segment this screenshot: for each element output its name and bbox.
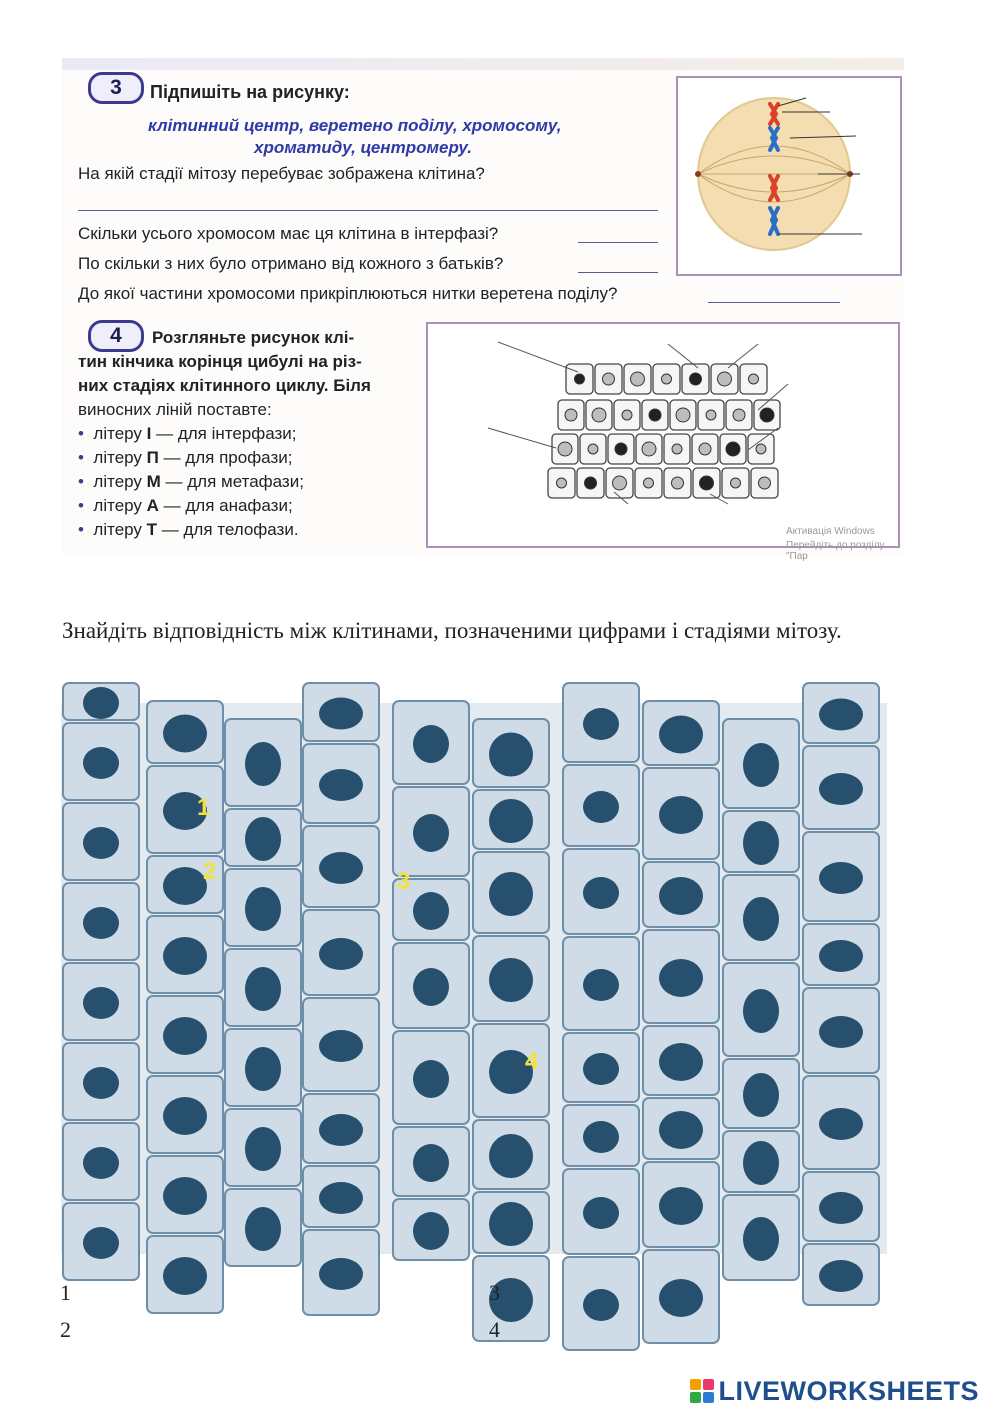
micro-nucleus	[319, 769, 363, 801]
micro-nucleus	[583, 1121, 619, 1153]
onion-cell-nucleus	[759, 477, 771, 489]
micro-nucleus	[163, 937, 207, 975]
micro-nucleus	[319, 698, 363, 730]
micro-nucleus	[413, 968, 449, 1006]
answer-slot-4[interactable]: 4	[489, 1317, 500, 1342]
micro-label-3: 3	[397, 868, 411, 895]
micro-nucleus	[659, 959, 703, 997]
micro-nucleus	[659, 1043, 703, 1081]
micro-label-4: 4	[525, 1048, 539, 1075]
micro-nucleus	[743, 743, 779, 787]
onion-cell-nucleus	[585, 477, 597, 489]
micro-nucleus	[245, 817, 281, 861]
micro-nucleus	[819, 1192, 863, 1224]
micro-nucleus	[819, 1108, 863, 1140]
micro-nucleus	[163, 1097, 207, 1135]
onion-cell-nucleus	[672, 477, 684, 489]
question-stage: На якій стадії мітозу перебуває зображена клітина?	[78, 164, 485, 183]
micro-nucleus	[245, 1047, 281, 1091]
letter-item-metaphase: • літеру М — для метафази;	[78, 472, 304, 491]
leader-line	[498, 342, 578, 372]
onion-cell-nucleus	[615, 443, 627, 455]
onion-root-cells-figure	[426, 322, 900, 562]
exercise-3-terms-line2: хроматиду, центромеру.	[254, 138, 472, 157]
micro-nucleus	[163, 867, 207, 905]
onion-cell-nucleus	[749, 374, 759, 384]
onion-cell-nucleus	[557, 478, 567, 488]
answer-line-count[interactable]	[578, 242, 658, 243]
task-instruction: Знайдіть відповідність між клітинами, позначеними цифрами і стадіями мітозу.	[62, 618, 842, 643]
mitosis-cell-figure	[676, 76, 902, 276]
micro-nucleus	[819, 1016, 863, 1048]
exercise-3-title: Підпишіть на рисунку:	[150, 82, 350, 102]
micro-nucleus	[319, 1030, 363, 1062]
liveworksheets-logo	[690, 1376, 979, 1407]
windows-watermark-line2: Перейдіть до розділу "Пар	[786, 540, 885, 562]
micro-nucleus	[83, 827, 119, 859]
onion-cell-nucleus	[603, 373, 615, 385]
onion-cell-nucleus	[588, 444, 598, 454]
onion-cell-nucleus	[760, 408, 774, 422]
onion-root-micrograph	[61, 703, 887, 1254]
micro-nucleus	[743, 821, 779, 865]
micro-nucleus	[83, 907, 119, 939]
micro-nucleus	[413, 1060, 449, 1098]
micro-nucleus	[819, 862, 863, 894]
liveworksheets-badge-icon	[690, 1379, 714, 1403]
micro-nucleus	[245, 967, 281, 1011]
onion-cell-nucleus	[644, 478, 654, 488]
leader-line	[488, 428, 556, 448]
onion-cell-nucleus	[592, 408, 606, 422]
onion-cell-nucleus	[642, 442, 656, 456]
micro-nucleus	[819, 940, 863, 972]
micro-nucleus	[819, 1260, 863, 1292]
micrograph-drawing	[61, 703, 887, 1254]
micro-nucleus	[659, 716, 703, 754]
micro-nucleus	[659, 1187, 703, 1225]
answer-line-stage[interactable]	[78, 210, 658, 211]
exercise-3-number: 3	[88, 72, 144, 104]
onion-cell-nucleus	[631, 372, 645, 386]
worksheet-scan	[62, 58, 904, 562]
onion-cell-nucleus	[575, 374, 585, 384]
exercise-4-intro-line2: тин кінчика корінця цибулі на різ-	[78, 352, 362, 371]
answer-line-parents[interactable]	[578, 272, 658, 273]
onion-cell-nucleus	[756, 444, 766, 454]
micro-nucleus	[743, 1217, 779, 1261]
micro-nucleus	[83, 687, 119, 719]
question-chromosome-count: Скільки усього хромосом має ця клітина в інтерфазі?	[78, 224, 499, 243]
micro-nucleus	[489, 799, 533, 843]
exercise-3-terms-line1: клітинний центр, веретено поділу, хромосому,	[148, 116, 562, 135]
micro-nucleus	[583, 1197, 619, 1229]
micro-nucleus	[659, 1279, 703, 1317]
onion-cell-nucleus	[699, 443, 711, 455]
onion-cell-nucleus	[613, 476, 627, 490]
micro-nucleus	[83, 747, 119, 779]
micro-nucleus	[163, 1177, 207, 1215]
micro-nucleus	[245, 1207, 281, 1251]
micro-nucleus	[413, 814, 449, 852]
micro-nucleus	[163, 1257, 207, 1295]
micro-nucleus	[583, 969, 619, 1001]
onion-cell-nucleus	[649, 409, 661, 421]
onion-cell-nucleus	[733, 409, 745, 421]
micro-nucleus	[163, 715, 207, 753]
micro-nucleus	[413, 1144, 449, 1182]
mitosis-cell-drawing	[678, 78, 900, 274]
exercise-4-intro-line3: них стадіях клітинного циклу. Біля	[78, 376, 371, 395]
onion-cell-nucleus	[726, 442, 740, 456]
micro-nucleus	[319, 1258, 363, 1290]
letter-item-anaphase: • літеру А — для анафази;	[78, 496, 293, 515]
question-spindle-attachment: До якої частини хромосоми прикріплюються нитки веретена поділу?	[78, 284, 618, 303]
exercise-4-intro-line1: Розгляньте рисунок клі-	[152, 328, 355, 347]
micro-nucleus	[245, 887, 281, 931]
onion-cell-nucleus	[662, 374, 672, 384]
letter-item-telophase: • літеру Т — для телофази.	[78, 520, 299, 539]
onion-cell-nucleus	[676, 408, 690, 422]
onion-cell-nucleus	[558, 442, 572, 456]
answer-slot-2[interactable]: 2	[60, 1317, 71, 1342]
windows-watermark-line1: Активація Windows	[786, 526, 875, 537]
micro-nucleus	[83, 1067, 119, 1099]
micro-nucleus	[583, 877, 619, 909]
micro-nucleus	[659, 877, 703, 915]
micro-nucleus	[489, 872, 533, 916]
micro-nucleus	[489, 1202, 533, 1246]
answer-slot-3[interactable]: 3	[489, 1280, 500, 1305]
micro-nucleus	[319, 1114, 363, 1146]
micro-nucleus	[413, 725, 449, 763]
micro-nucleus	[163, 1017, 207, 1055]
micro-nucleus	[245, 1127, 281, 1171]
exercise-4-intro-line4: виносних ліній поставте:	[78, 400, 272, 419]
micro-nucleus	[819, 773, 863, 805]
onion-cell-nucleus	[622, 410, 632, 420]
onion-cells-drawing	[428, 324, 898, 546]
micro-nucleus	[583, 708, 619, 740]
micro-nucleus	[319, 938, 363, 970]
letter-item-prophase: • літеру П — для профази;	[78, 448, 293, 467]
micro-nucleus	[583, 1289, 619, 1321]
onion-cell-nucleus	[718, 372, 732, 386]
exercise-4-number: 4	[88, 320, 144, 352]
micro-nucleus	[245, 742, 281, 786]
micro-nucleus	[83, 1147, 119, 1179]
micro-nucleus	[319, 852, 363, 884]
micro-nucleus	[83, 987, 119, 1019]
onion-cell-nucleus	[690, 373, 702, 385]
micro-nucleus	[743, 897, 779, 941]
micro-label-2: 2	[203, 858, 217, 885]
micro-nucleus	[413, 1212, 449, 1250]
answer-line-attachment[interactable]	[708, 302, 840, 303]
micro-nucleus	[743, 1141, 779, 1185]
micro-nucleus	[819, 699, 863, 731]
micro-nucleus	[489, 1134, 533, 1178]
onion-cell-nucleus	[672, 444, 682, 454]
micro-nucleus	[743, 1073, 779, 1117]
micro-nucleus	[583, 791, 619, 823]
scan-top-bar	[62, 58, 904, 70]
question-parents: По скільки з них було отримано від кожного з батьків?	[78, 254, 504, 273]
micro-nucleus	[659, 1111, 703, 1149]
micro-label-1: 1	[197, 794, 211, 821]
letter-item-interphase: • літеру І — для інтерфази;	[78, 424, 297, 443]
micro-nucleus	[489, 958, 533, 1002]
liveworksheets-wordmark: LIVEWORKSHEETS	[718, 1376, 979, 1406]
onion-cell-nucleus	[700, 476, 714, 490]
micro-nucleus	[413, 892, 449, 930]
onion-cell-nucleus	[565, 409, 577, 421]
micro-nucleus	[83, 1227, 119, 1259]
micro-nucleus	[319, 1182, 363, 1214]
micro-nucleus	[583, 1053, 619, 1085]
micro-nucleus	[743, 989, 779, 1033]
onion-cell-nucleus	[706, 410, 716, 420]
micro-nucleus	[489, 733, 533, 777]
answer-slot-1[interactable]: 1	[60, 1280, 71, 1305]
micro-nucleus	[659, 796, 703, 834]
onion-cell-nucleus	[731, 478, 741, 488]
